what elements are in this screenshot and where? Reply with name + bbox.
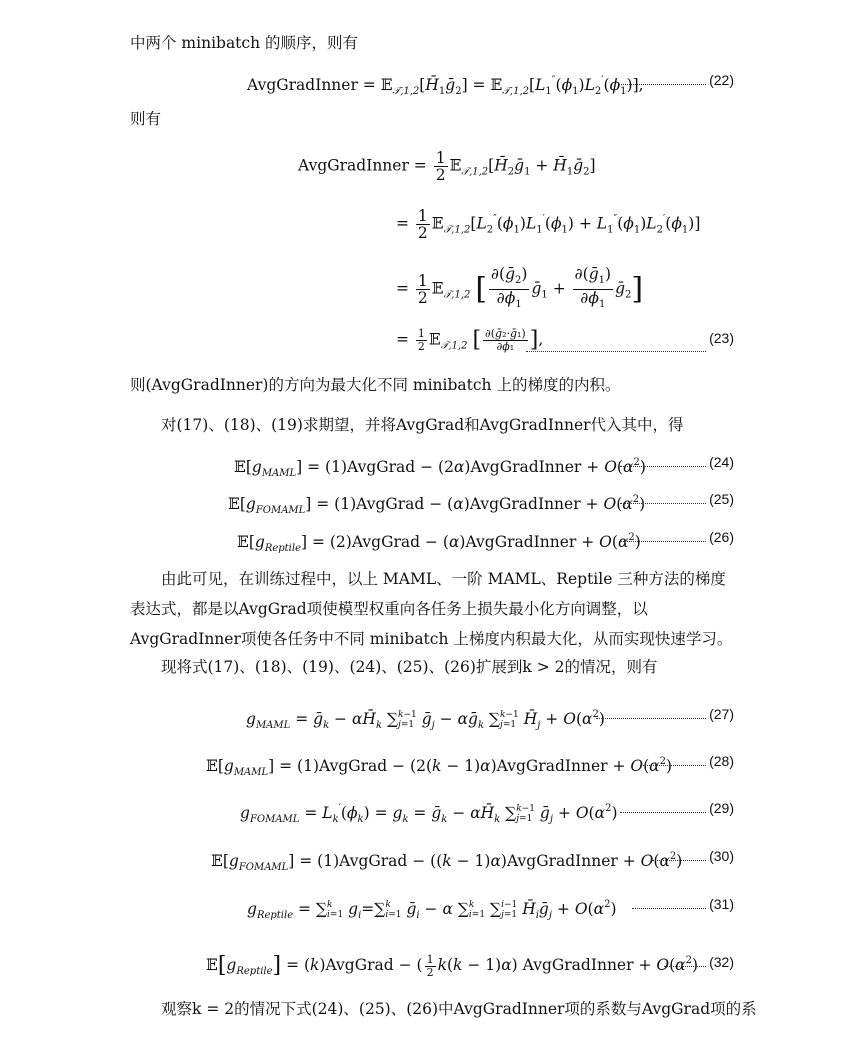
observe-text: 观察k = 2的情况下式(24)、(25)、(26)中AvgGradInner项的系数与AvgGrad项的系 — [161, 1000, 757, 1018]
leader-dots — [652, 860, 706, 861]
then-text: 则有 — [130, 110, 162, 128]
equation-22: AvgGradInner = $𝔼_{𝒯,1,2}[H̄_1ḡ_2]$ = $𝔼_{𝒯,1,2}[L_1''(\phi_1)L_2'(\phi_1)]$, — [247, 75, 644, 98]
equation-28: $𝔼[g_{MAML}]$ = (1)AvgGrad − (2(k − 1)α)AvgGradInner + $O(\alpha^2)$ — [206, 756, 673, 778]
leader-dots — [640, 765, 706, 766]
direction-text: 则(AvgGradInner)的方向为最大化不同 minibatch 上的梯度的内积。 — [130, 376, 621, 394]
leader-dots — [618, 84, 706, 85]
equation-23-line-4: = $\frac{1}{2}$ 𝔼$_{𝒯,1,2}$ [ $\frac{\text{∂(ḡ₂·ḡ₁)}}{\text{∂ϕ₁}}$ ], — [396, 327, 544, 353]
equation-number: (25) — [709, 491, 734, 507]
leader-dots — [620, 503, 706, 504]
equation-number: (30) — [709, 848, 734, 864]
equation-number: (28) — [709, 753, 734, 769]
equation-29: $g_{FOMAML} = L_k'(\phi_k) = g_k$ = ḡ$_k$ − $\alpha H̄_k$ ∑k−1 j=1 ḡ$_j$ + $O(\alpha^2)$ — [240, 803, 618, 825]
equation-32: $𝔼[g_{Reptile}]$ = (k)AvgGrad − ( $\frac{1}{2}$ k(k − 1)α) AvgGradInner + $O(\alpha^2)$ — [206, 952, 699, 979]
conclusion-text: 由此可见，在训练过程中，以上 MAML、一阶 MAML、Reptile 三种方法的梯度表达式，都是以AvgGrad项使模型权重向各任务上损失最小化方向调整，以AvgGradInner项使各任务中不同 minibatch 上梯度内积最大化，从而实现快速学习。 — [130, 570, 733, 648]
leader-dots — [632, 908, 706, 909]
equation-27: $g_{MAML}$ = ḡ$_k$ − $\alpha H̄_k$ ∑k−1 j=1 ḡ$_j$ − αḡ$_k$ ∑k−1 j=1 $H̄_j + O(\alpha^2)$ — [246, 709, 605, 731]
equation-number: (22) — [709, 72, 734, 88]
leader-dots — [526, 351, 706, 352]
leader-dots — [620, 812, 706, 813]
leader-dots — [620, 466, 706, 467]
extend-text: 现将式(17)、(18)、(19)、(24)、(25)、(26)扩展到k > 2的情况，则有 — [161, 658, 658, 676]
intro-text: 中两个 minibatch 的顺序，则有 — [130, 34, 359, 52]
equation-number: (29) — [709, 800, 734, 816]
equation-number: (31) — [709, 896, 734, 912]
expectation-text: 对(17)、(18)、(19)求期望，并将AvgGrad和AvgGradInner代入其中，得 — [161, 416, 684, 434]
equation-24: $𝔼[g_{MAML}]$ = (1)AvgGrad − (2α)AvgGradInner + $O(\alpha^2)$ — [234, 457, 646, 479]
equation-number: (26) — [709, 529, 734, 545]
equation-number: (32) — [709, 954, 734, 970]
equation-26: $𝔼[g_{Reptile}]$ = (2)AvgGrad − (α)AvgGradInner + $O(\alpha^2)$ — [237, 532, 641, 554]
leader-dots — [620, 541, 706, 542]
leader-dots — [596, 718, 706, 719]
leader-dots — [664, 966, 706, 967]
equation-23-line-1: AvgGradInner = $\frac{1}{2}$ $𝔼_{𝒯,1,2}[H̄_2ḡ_1$ + $H̄_1ḡ_2$] — [298, 149, 596, 184]
equation-number: (27) — [709, 706, 734, 722]
equation-30: $𝔼[g_{FOMAML}]$ = (1)AvgGrad − ((k − 1)α)AvgGradInner + $O(\alpha^2)$ — [211, 851, 683, 873]
equation-23-line-2: = $\frac{1}{2}$ $𝔼_{𝒯,1,2}[L_2''(\phi_1)L_1'(\phi_1) + L_1''(\phi_1)L_2'(\phi_1)]$ — [396, 207, 701, 242]
equation-31: $g_{Reptile} = \sum k$ i=1 $g_i=\sum k$ i=1 ḡ$_i$ − α ∑k i=1 ∑i−1 j=1 $H̄_iḡ_j + O(\alpha^2)$ — [247, 899, 617, 921]
equation-23-line-3: = $\frac{1}{2}$ 𝔼$_{𝒯,1,2}$ [ $\frac{\partial(ḡ_2)}{\partial\phi_1}$ ḡ$_1$ + $\frac{\partial(ḡ_1)}{\partial\phi_1}$ ḡ$_2$] — [396, 265, 644, 311]
equation-number: (24) — [709, 454, 734, 470]
equation-number: (23) — [709, 330, 734, 346]
equation-25: $𝔼[g_{FOMAML}]$ = (1)AvgGrad − (α)AvgGradInner + $O(\alpha^2)$ — [228, 494, 646, 516]
